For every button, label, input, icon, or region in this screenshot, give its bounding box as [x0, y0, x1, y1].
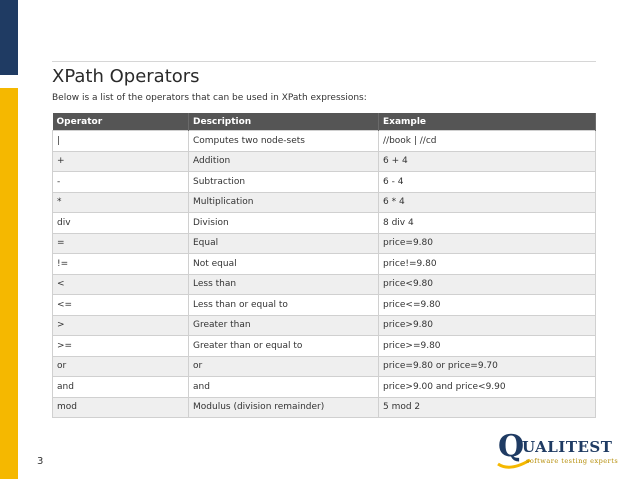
- cell-description: Less than or equal to: [189, 295, 379, 316]
- table-row: [53, 274, 596, 295]
- cell-operator: mod: [53, 397, 189, 418]
- cell-description: Addition: [189, 151, 379, 172]
- cell-example: //book | //cd: [379, 131, 596, 152]
- company-logo: [496, 429, 620, 472]
- table-row: [53, 336, 596, 357]
- cell-example: 6 * 4: [379, 192, 596, 213]
- cell-operator: >: [53, 315, 189, 336]
- cell-operator: +: [53, 151, 189, 172]
- cell-operator: !=: [53, 254, 189, 275]
- cell-operator: *: [53, 192, 189, 213]
- table-header-row: [53, 113, 596, 131]
- header-operator: Operator: [53, 113, 189, 131]
- page-number: 3: [37, 456, 44, 467]
- cell-description: Less than: [189, 274, 379, 295]
- cell-description: Not equal: [189, 254, 379, 275]
- cell-example: price!=9.80: [379, 254, 596, 275]
- cell-example: price<=9.80: [379, 295, 596, 316]
- table-row: [53, 377, 596, 398]
- cell-description: Greater than: [189, 315, 379, 336]
- cell-operator: |: [53, 131, 189, 152]
- cell-description: Division: [189, 213, 379, 234]
- table-row: [53, 254, 596, 275]
- table-row: [53, 397, 596, 418]
- cell-example: price<9.80: [379, 274, 596, 295]
- cell-operator: and: [53, 377, 189, 398]
- cell-operator: <=: [53, 295, 189, 316]
- cell-example: 8 div 4: [379, 213, 596, 234]
- table-row: [53, 213, 596, 234]
- table-row: [53, 295, 596, 316]
- table-row: [53, 233, 596, 254]
- cell-description: Computes two node-sets: [189, 131, 379, 152]
- cell-operator: <: [53, 274, 189, 295]
- table-row: [53, 356, 596, 377]
- cell-operator: =: [53, 233, 189, 254]
- cell-example: 5 mod 2: [379, 397, 596, 418]
- cell-description: Greater than or equal to: [189, 336, 379, 357]
- cell-operator: -: [53, 172, 189, 193]
- table-row: [53, 151, 596, 172]
- cell-example: price>=9.80: [379, 336, 596, 357]
- table-row: [53, 131, 596, 152]
- cell-example: 6 + 4: [379, 151, 596, 172]
- table-row: [53, 192, 596, 213]
- cell-operator: or: [53, 356, 189, 377]
- cell-example: price=9.80: [379, 233, 596, 254]
- cell-description: and: [189, 377, 379, 398]
- table-row: [53, 315, 596, 336]
- cell-operator: div: [53, 213, 189, 234]
- slide-subtitle: Below is a list of the operators that can be used in XPath expressions:: [52, 93, 367, 103]
- cell-example: price>9.80: [379, 315, 596, 336]
- top-divider: [52, 61, 596, 62]
- cell-description: Equal: [189, 233, 379, 254]
- cell-example: price>9.00 and price<9.90: [379, 377, 596, 398]
- header-example: Example: [379, 113, 596, 131]
- cell-description: Multiplication: [189, 192, 379, 213]
- table-row: [53, 172, 596, 193]
- cell-example: price=9.80 or price=9.70: [379, 356, 596, 377]
- logo-wordmark: UALITEST: [522, 438, 613, 456]
- slide-title: XPath Operators: [52, 66, 200, 87]
- header-description: Description: [189, 113, 379, 131]
- operators-table: [52, 113, 596, 418]
- accent-bar-gold: [0, 88, 18, 479]
- logo-tagline: software testing experts: [526, 457, 619, 465]
- cell-description: Modulus (division remainder): [189, 397, 379, 418]
- cell-operator: >=: [53, 336, 189, 357]
- cell-description: or: [189, 356, 379, 377]
- accent-bar-navy: [0, 0, 18, 75]
- logo-q-letter: Q: [498, 429, 525, 464]
- cell-description: Subtraction: [189, 172, 379, 193]
- cell-example: 6 - 4: [379, 172, 596, 193]
